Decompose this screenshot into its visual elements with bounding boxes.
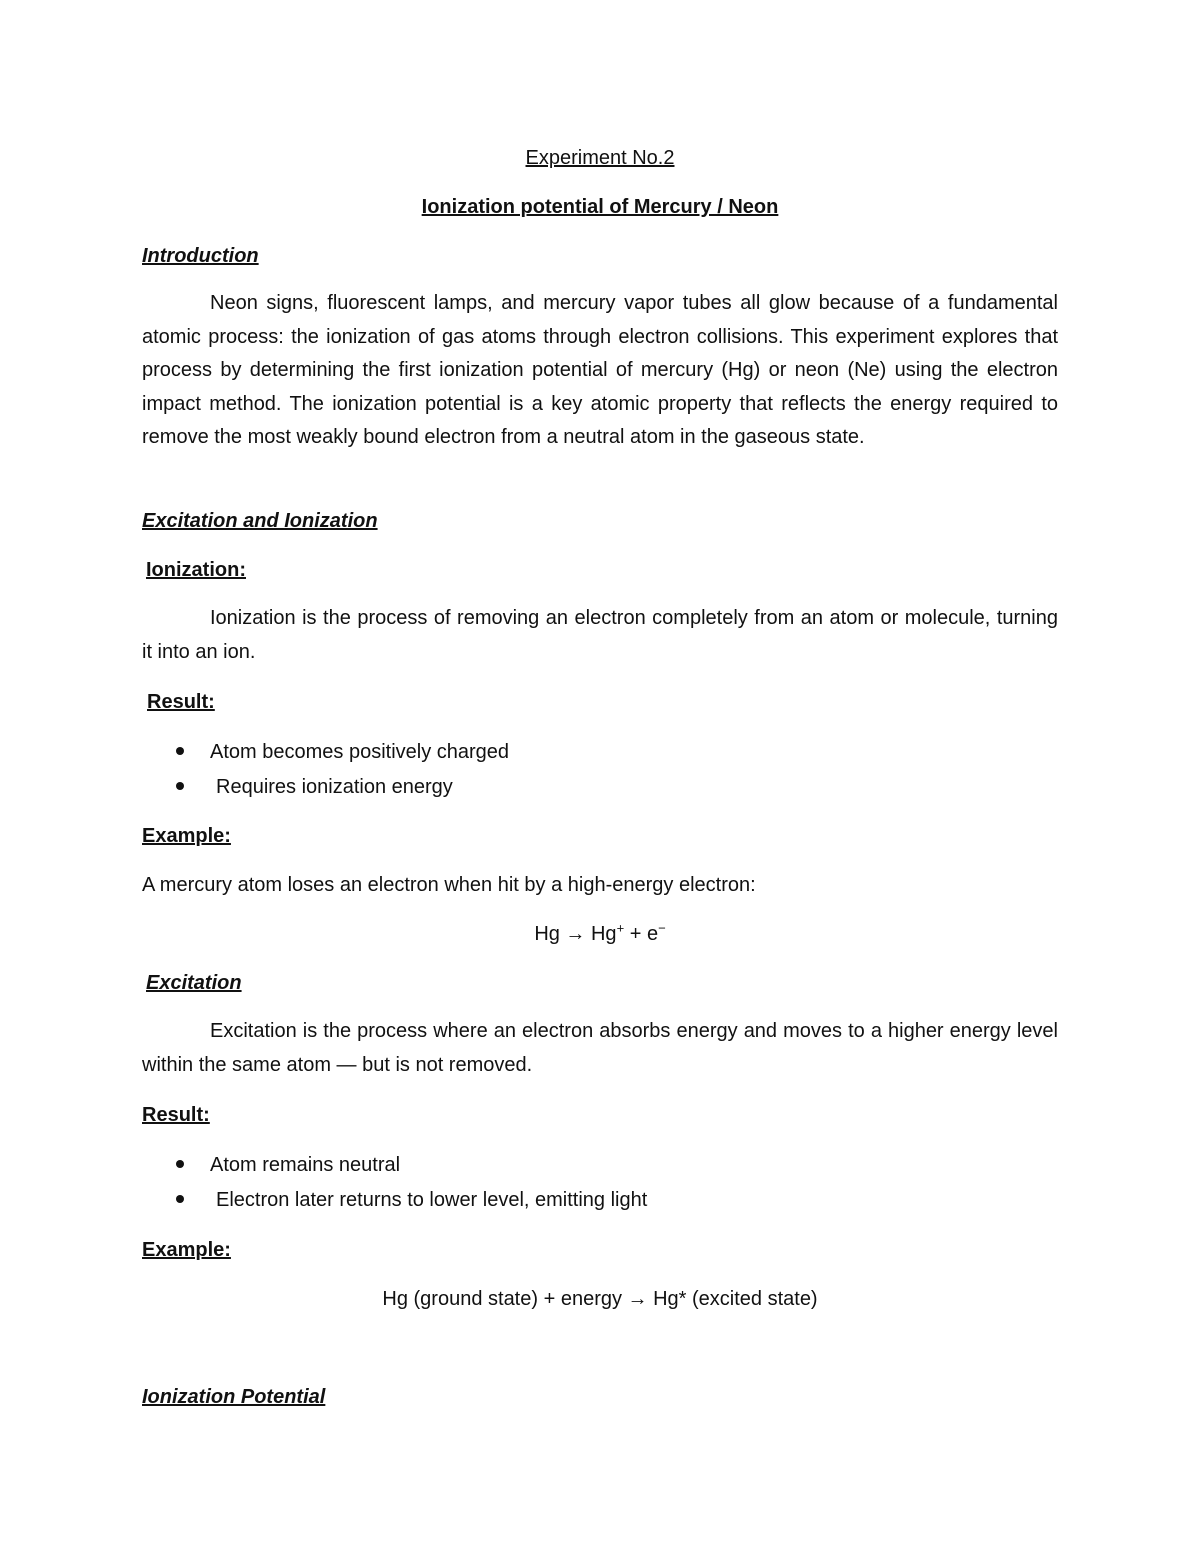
ionization-equation bbox=[0, 922, 1200, 946]
ionization-potential-heading: Ionization Potential bbox=[142, 1386, 326, 1408]
ionization-result-heading-text: Result: bbox=[147, 691, 215, 713]
ionization-example-heading bbox=[142, 824, 231, 848]
experiment-subtitle bbox=[0, 195, 1200, 219]
excitation-equation: Hg (ground state) + energy → Hg* (excited state) bbox=[382, 1288, 818, 1310]
ionization-text: Ionization is the process of removing an electron completely from an atom or molecule, turning it into an ion. bbox=[142, 607, 1058, 663]
list-item-text: Atom becomes positively charged bbox=[210, 741, 510, 763]
excitation-result-heading bbox=[142, 1103, 210, 1127]
bullet-icon bbox=[176, 1195, 184, 1203]
ionization-paragraph bbox=[142, 602, 1058, 669]
equation-part: Hg → Hg bbox=[534, 923, 617, 945]
list-item bbox=[176, 740, 509, 764]
excitation-paragraph bbox=[142, 1015, 1058, 1082]
excitation-text: Excitation is the process where an electron absorbs energy and moves to a higher energy level within the same atom — but is not removed. bbox=[142, 1020, 1058, 1076]
excitation-example-heading-text: Example: bbox=[142, 1239, 231, 1261]
ionization-example-text: A mercury atom loses an electron when hit by a high-energy electron: bbox=[142, 874, 756, 896]
introduction-heading: Introduction bbox=[142, 245, 259, 267]
excitation-heading: Excitation bbox=[146, 972, 242, 994]
experiment-subtitle-text: Ionization potential of Mercury / Neon bbox=[421, 196, 779, 218]
list-item-text: Requires ionization energy bbox=[216, 776, 453, 798]
equation-superscript: − bbox=[658, 920, 666, 936]
list-item bbox=[176, 1153, 400, 1177]
excitation-ionization-heading: Excitation and Ionization bbox=[142, 510, 378, 532]
list-item bbox=[176, 1188, 647, 1212]
excitation-result-heading-text: Result: bbox=[142, 1104, 210, 1126]
equation-part: + e bbox=[624, 923, 659, 945]
list-item-text: Atom remains neutral bbox=[210, 1154, 401, 1176]
experiment-title bbox=[0, 146, 1200, 170]
ionization-heading-text: Ionization: bbox=[146, 559, 246, 581]
ionization-heading bbox=[146, 558, 246, 582]
list-item bbox=[176, 775, 453, 799]
ionization-example-heading-text: Example: bbox=[142, 825, 231, 847]
bullet-icon bbox=[176, 1160, 184, 1168]
bullet-icon bbox=[176, 747, 184, 755]
equation-superscript: + bbox=[616, 920, 625, 936]
ionization-result-heading bbox=[147, 690, 215, 714]
introduction-text: Neon signs, fluorescent lamps, and mercury vapor tubes all glow because of a fundamental atomic process: the ionization of gas atoms through electron collisions. This experiment explores that process by determining the first ionization potential of mercury (Hg) or neon (Ne) using the electron impact method. The ionization potential is a key atomic property that reflects the energy required to remove the most weakly bound electron from a neutral atom in the gaseous state. bbox=[142, 292, 1058, 449]
bullet-icon bbox=[176, 782, 184, 790]
excitation-example-heading bbox=[142, 1238, 231, 1262]
list-item-text: Electron later returns to lower level, emitting light bbox=[216, 1189, 648, 1211]
introduction-paragraph bbox=[142, 287, 1058, 455]
experiment-title-text: Experiment No.2 bbox=[525, 147, 675, 169]
